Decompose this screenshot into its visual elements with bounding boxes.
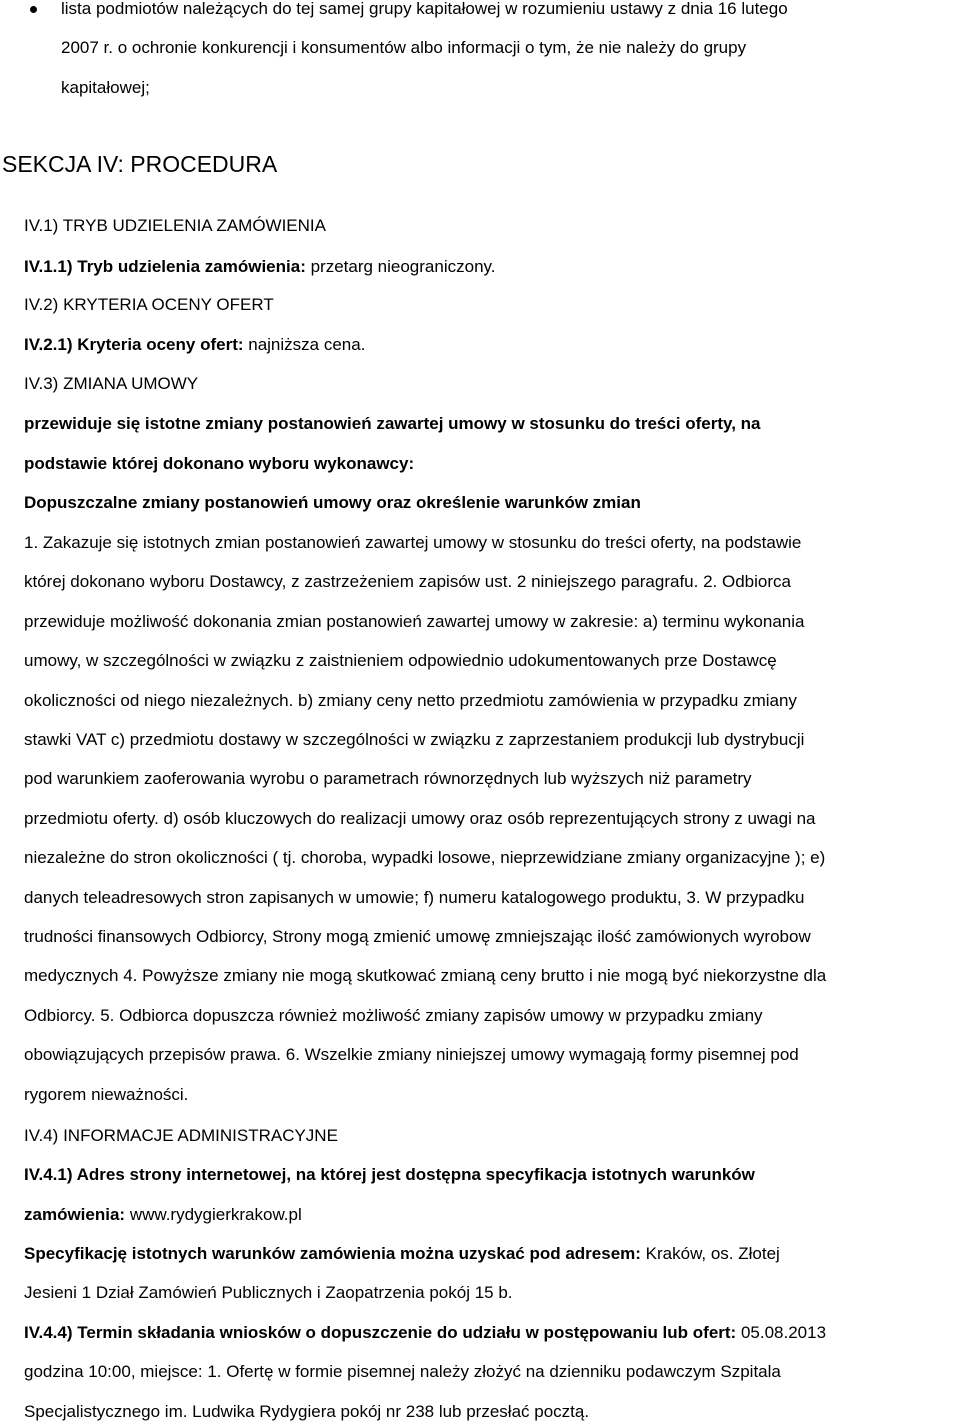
iv1-1-label: IV.1.1) Tryb udzielenia zamówienia:: [24, 257, 306, 276]
iv3-body-line: rygorem nieważności.: [24, 1085, 189, 1104]
iv3-heading: IV.3) ZMIANA UMOWY: [24, 374, 199, 393]
iv1-1-line: [24, 256, 495, 278]
iv3-body-line: stawki VAT c) przedmiotu dostawy w szczególności w związku z zaprzestaniem produkcji lub dystrybucji: [24, 730, 805, 749]
iv3-body-line: Odbiorcy. 5. Odbiorca dopuszcza również możliwość zmiany zapisów umowy w przypadku zmiany: [24, 1006, 763, 1025]
siwz-value: Kraków, os. Złotej: [640, 1244, 780, 1263]
iv2-1-label: IV.2.1) Kryteria oceny ofert:: [24, 335, 244, 354]
iv4-1-value-line: [24, 1204, 302, 1226]
iv3-body-line: umowy, w szczególności w związku z zaistnieniem odpowiednio udokumentowanych prze Dostawcę: [24, 651, 777, 670]
bullet-text-line: lista podmiotów należących do tej samej grupy kapitałowej w rozumieniu ustawy z dnia 16 lutego: [61, 0, 788, 18]
iv3-body-line: której dokonano wyboru Dostawcy, z zastrzeżeniem zapisów ust. 2 niniejszego paragrafu. 2. Odbiorca: [24, 572, 791, 591]
iv3-bold-line: przewiduje się istotne zmiany postanowień zawartej umowy w stosunku do treści oferty, na: [24, 414, 761, 433]
iv4-heading: IV.4) INFORMACJE ADMINISTRACYJNE: [24, 1126, 338, 1145]
iv4-4-value-line: Specjalistycznego im. Ludwika Rydygiera pokój nr 238 lub przesłać pocztą.: [24, 1402, 590, 1421]
iv3-body-line: trudności finansowych Odbiorcy, Strony mogą zmienić umowę zmniejszając ilość zamówionych wyrobow: [24, 927, 811, 946]
siwz-label: Specyfikację istotnych warunków zamówienia można uzyskać pod adresem:: [24, 1244, 641, 1263]
iv3-body-line: przewiduje możliwość dokonania zmian postanowień zawartej umowy w zakresie: a) terminu wykonania: [24, 612, 805, 631]
iv2-1-line: [24, 334, 365, 356]
iv1-1-value: przetarg nieograniczony.: [305, 257, 496, 276]
iv3-body-line: 1. Zakazuje się istotnych zmian postanowień zawartej umowy w stosunku do treści oferty, na podstawie: [24, 533, 802, 552]
iv4-4-line: [24, 1322, 826, 1344]
iv4-1-url: www.rydygierkrakow.pl: [125, 1205, 302, 1224]
bullet-text-line: kapitałowej;: [61, 78, 150, 97]
iv3-body-line: pod warunkiem zaoferowania wyrobu o parametrach równorzędnych lub wyższych niż parametry: [24, 769, 752, 788]
iv3-bold-line: podstawie której dokonano wyboru wykonawcy:: [24, 454, 415, 473]
iv3-body-line: przedmiotu oferty. d) osób kluczowych do realizacji umowy oraz osób reprezentujących strony z uwagi na: [24, 809, 816, 828]
iv3-body-line: okoliczności od niego niezależnych. b) zmiany ceny netto przedmiotu zamówienia w przypadku zmiany: [24, 691, 797, 710]
iv3-body-line: medycznych 4. Powyższe zmiany nie mogą skutkować zmianą ceny brutto i nie mogą być niekorzystne dla: [24, 966, 827, 985]
siwz-line: [24, 1243, 780, 1265]
iv4-4-label: IV.4.4) Termin składania wniosków o dopuszczenie do udziału w postępowaniu lub ofert:: [24, 1323, 737, 1342]
iv3-body-line: obowiązujących przepisów prawa. 6. Wszelkie zmiany niniejszej umowy wymagają formy pisemnej pod: [24, 1045, 799, 1064]
iv1-heading: IV.1) TRYB UDZIELENIA ZAMÓWIENIA: [24, 216, 326, 235]
iv2-1-value: najniższa cena.: [243, 335, 366, 354]
siwz-value-line: Jesieni 1 Dział Zamówień Publicznych i Zaopatrzenia pokój 15 b.: [24, 1283, 513, 1302]
iv2-heading: IV.2) KRYTERIA OCENY OFERT: [24, 295, 274, 314]
iv3-body-line: niezależne do stron okoliczności ( tj. choroba, wypadki losowe, nieprzewidziane zmiany organizacyjne ); e): [24, 848, 826, 867]
bullet-list-item: [0, 0, 960, 100]
iv3-bold-line: Dopuszczalne zmiany postanowień umowy oraz określenie warunków zmian: [24, 493, 641, 512]
bullet-icon: [30, 6, 37, 13]
section-title: SEKCJA IV: PROCEDURA: [2, 151, 278, 177]
iv4-1-label-end: zamówienia:: [24, 1205, 126, 1224]
iv4-1-label-line: IV.4.1) Adres strony internetowej, na której jest dostępna specyfikacja istotnych warunków: [24, 1165, 755, 1184]
bullet-text-line: 2007 r. o ochronie konkurencji i konsumentów albo informacji o tym, że nie należy do grupy: [61, 38, 747, 57]
iv4-4-value: 05.08.2013: [736, 1323, 827, 1342]
iv4-4-value-line: godzina 10:00, miejsce: 1. Ofertę w formie pisemnej należy złożyć na dzienniku podawczym Szpitala: [24, 1362, 781, 1381]
iv3-body-line: danych teleadresowych stron zapisanych w umowie; f) numeru katalogowego produktu, 3. W przypadku: [24, 888, 805, 907]
